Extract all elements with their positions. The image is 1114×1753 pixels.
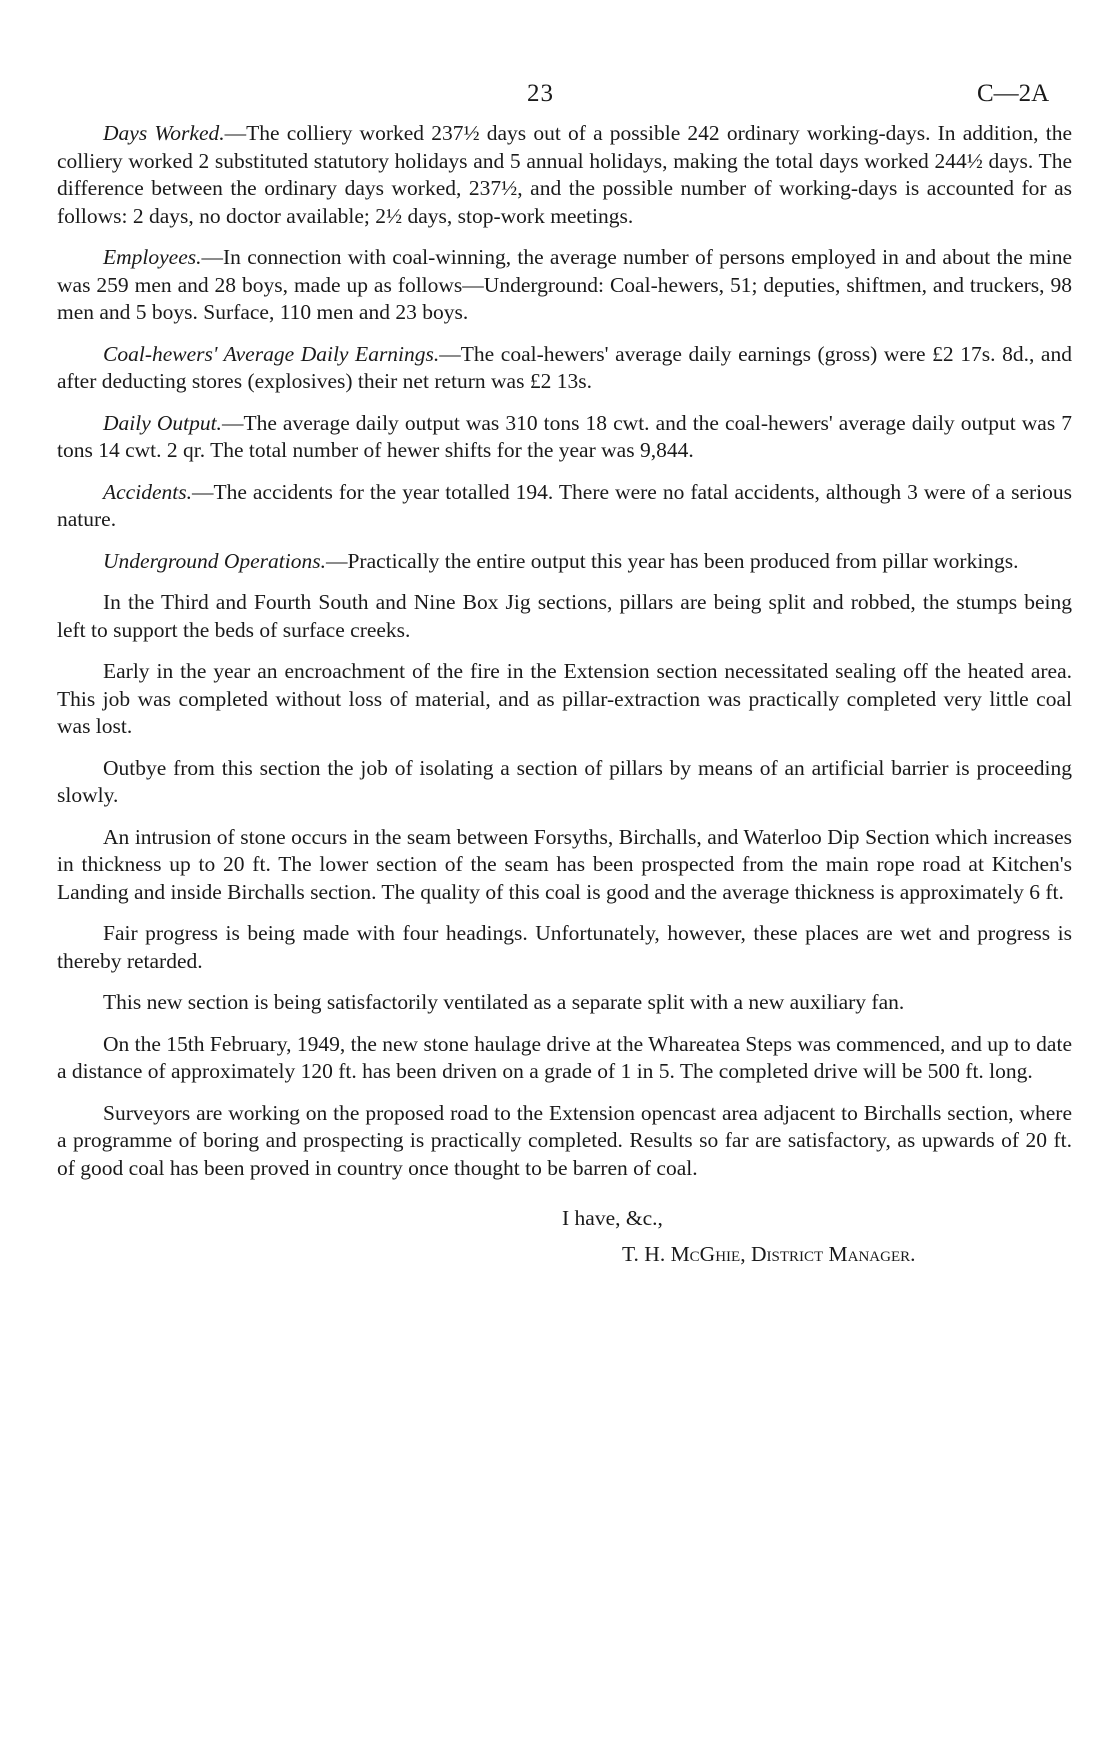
paragraph-text: On the 15th February, 1949, the new stone haulage drive at the Whareatea Steps was commenced, and up to date a distance of approximately 120 ft. has been driven on a grade of 1 in 5. The completed drive will be 500 ft. long. (57, 1031, 1072, 1083)
page-header (57, 70, 1072, 120)
paragraph-lead: Daily Output. (103, 410, 222, 435)
paragraph-haulage-drive (57, 1031, 1072, 1086)
paragraph-text: Outbye from this section the job of isolating a section of pillars by means of an artificial barrier is proceeding slowly. (57, 755, 1072, 807)
paragraph-text: —In connection with coal-winning, the average number of persons employed in and about the mine was 259 men and 28 boys, made up as follows—Underground: Coal-hewers, 51; deputies, shiftmen, and truckers, 98 men and 5 boys. Surface, 110 men and 23 boys. (57, 245, 1072, 324)
paragraph-text: —The colliery worked 237½ days out of a possible 242 ordinary working-days. In addition, the colliery worked 2 substituted statutory holidays and 5 annual holidays, making the total days worked 244½ days. The difference between the ordinary days worked, 237½, and the possible number of working-days is accounted for as follows: 2 days, no doctor available; 2½ days, stop-work meetings. (57, 121, 1072, 228)
paragraph-artificial-barrier (57, 755, 1072, 810)
paragraph-days-worked (57, 120, 1072, 230)
page-number: 23 (527, 80, 554, 107)
signatory-name: T. H. McGhie (622, 1242, 741, 1266)
report-body (57, 120, 1072, 1182)
paragraph-daily-earnings (57, 341, 1072, 396)
paragraph-lead: Accidents. (103, 479, 192, 504)
paragraph-text: —The average daily output was 310 tons 18 cwt. and the coal-hewers' average daily output was 7 tons 14 cwt. 2 qr. The total number of hewer shifts for the year was 9,844. (57, 410, 1072, 462)
paragraph-headings-progress (57, 920, 1072, 975)
signatory-title: , District Manager. (740, 1242, 916, 1266)
paragraph-text: This new section is being satisfactorily ventilated as a separate split with a new auxiliary fan. (103, 990, 905, 1014)
paragraph-stone-intrusion (57, 824, 1072, 907)
paragraph-lead: Coal-hewers' Average Daily Earnings. (103, 341, 440, 366)
paragraph-lead: Employees. (103, 245, 202, 269)
paragraph-daily-output (57, 410, 1072, 465)
paragraph-text: Surveyors are working on the proposed road to the Extension opencast area adjacent to Birchalls section, where a programme of boring and prospecting is practically completed. Results so far are satisfactory, as upwards of 20 ft. of good coal has been proved in country once thought to be barren of coal. (57, 1100, 1072, 1180)
paragraph-surveyors (57, 1100, 1072, 1183)
document-page (57, 70, 1072, 1272)
paragraph-fire-encroachment (57, 658, 1072, 741)
paragraph-lead: Underground Operations. (103, 548, 326, 573)
paragraph-text: In the Third and Fourth South and Nine Box Jig sections, pillars are being split and robbed, the stumps being left to support the beds of surface creeks. (57, 590, 1072, 642)
paragraph-employees (57, 244, 1072, 327)
paragraph-ventilation (57, 989, 1072, 1017)
signoff-greeting: I have, &c., (562, 1206, 663, 1230)
paragraph-accidents (57, 479, 1072, 534)
paragraph-text: An intrusion of stone occurs in the seam between Forsyths, Birchalls, and Waterloo Dip Section which increases in thickness up to 20 ft. The lower section of the seam has been prospected from the main rope road at Kitchen's Landing and inside Birchalls section. The quality of this coal is good and the average thickness is approximately 6 ft. (57, 824, 1072, 904)
paragraph-pillar-sections (57, 589, 1072, 644)
paragraph-text: —The coal-hewers' average daily earnings (gross) were £2 17s. 8d., and after deducting stores (explosives) their net return was £2 13s. (57, 341, 1072, 393)
paragraph-underground-operations (57, 548, 1072, 576)
paragraph-text: Fair progress is being made with four headings. Unfortunately, however, these places are wet and progress is thereby retarded. (57, 921, 1072, 973)
signoff-signature (57, 1236, 1072, 1272)
series-code: C—2A (977, 80, 1050, 107)
paragraph-text: —Practically the entire output this year has been produced from pillar workings. (325, 548, 1019, 573)
paragraph-text: Early in the year an encroachment of the fire in the Extension section necessitated sealing off the heated area. This job was completed without loss of material, and as pillar-extraction was practically completed very little coal was lost. (57, 659, 1072, 738)
paragraph-lead: Days Worked. (103, 121, 225, 145)
paragraph-text: —The accidents for the year totalled 194. There were no fatal accidents, although 3 were of a serious nature. (57, 479, 1072, 531)
signoff (57, 1200, 1072, 1272)
